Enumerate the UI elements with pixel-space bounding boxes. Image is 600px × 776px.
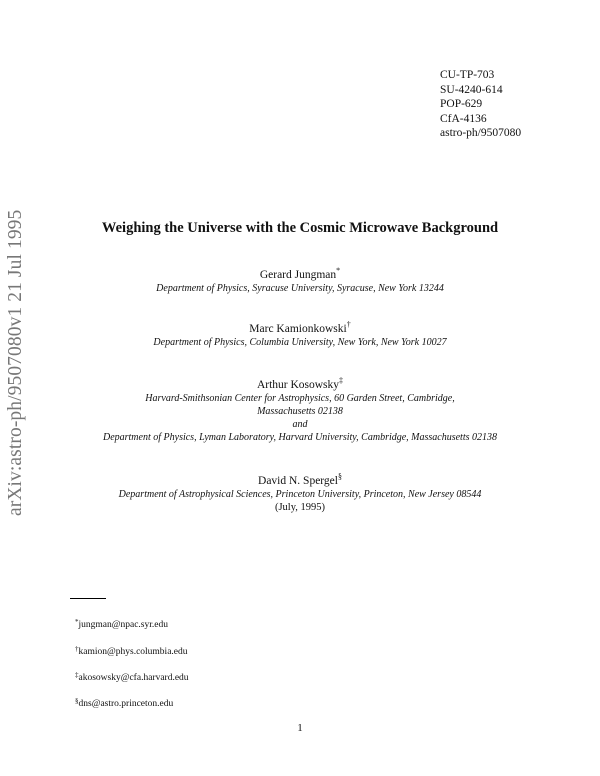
author-name: Marc Kamionkowski† — [249, 320, 351, 335]
paper-title: Weighing the Universe with the Cosmic Microwave Background — [101, 220, 499, 236]
affiliation-conjunction: and — [292, 418, 308, 430]
author-affiliation-second: Department of Physics, Lyman Laboratory, Harvard University, Cambridge, Massachusetts 02138 — [102, 431, 498, 443]
author-block-kamionkowski — [0, 318, 600, 349]
author-block-kosowsky — [0, 374, 600, 444]
author-name: Arthur Kosowsky‡ — [256, 376, 344, 391]
author-block-jungman — [0, 264, 600, 295]
arxiv-stamp: arXiv:astro-ph/9507080v1 21 Jul 1995 — [5, 209, 26, 516]
author-affiliation: Department of Physics, Syracuse University, Syracuse, New York 13244 — [156, 282, 444, 294]
footnote: §dns@astro.princeton.edu — [75, 697, 174, 709]
author-name: Gerard Jungman* — [259, 266, 341, 281]
page-number: 1 — [297, 722, 303, 734]
author-affiliation: Harvard-Smithsonian Center for Astrophysics, 60 Garden Street, Cambridge, — [145, 392, 455, 404]
report-number: POP-629 — [440, 98, 483, 111]
author-affiliation: Department of Astrophysical Sciences, Princeton University, Princeton, New Jersey 08544 — [118, 488, 482, 500]
footnote: †kamion@phys.columbia.edu — [75, 645, 188, 657]
report-numbers — [440, 68, 521, 141]
report-number: SU-4240-614 — [440, 83, 503, 96]
report-number: astro-ph/9507080 — [440, 127, 522, 140]
author-name: David N. Spergel§ — [258, 472, 342, 487]
author-affiliation-cont: Massachusetts 02138 — [257, 405, 343, 417]
report-number: CfA-4136 — [440, 112, 487, 125]
author-affiliation: Department of Physics, Columbia University, New York, New York 10027 — [153, 336, 447, 348]
report-number: CU-TP-703 — [440, 69, 495, 81]
footnote: *jungman@npac.syr.edu — [75, 618, 168, 630]
footnote-rule — [70, 598, 106, 599]
paper-date: (July, 1995) — [274, 501, 326, 513]
author-block-spergel — [0, 470, 600, 515]
footnote: ‡akosowsky@cfa.harvard.edu — [75, 671, 189, 683]
